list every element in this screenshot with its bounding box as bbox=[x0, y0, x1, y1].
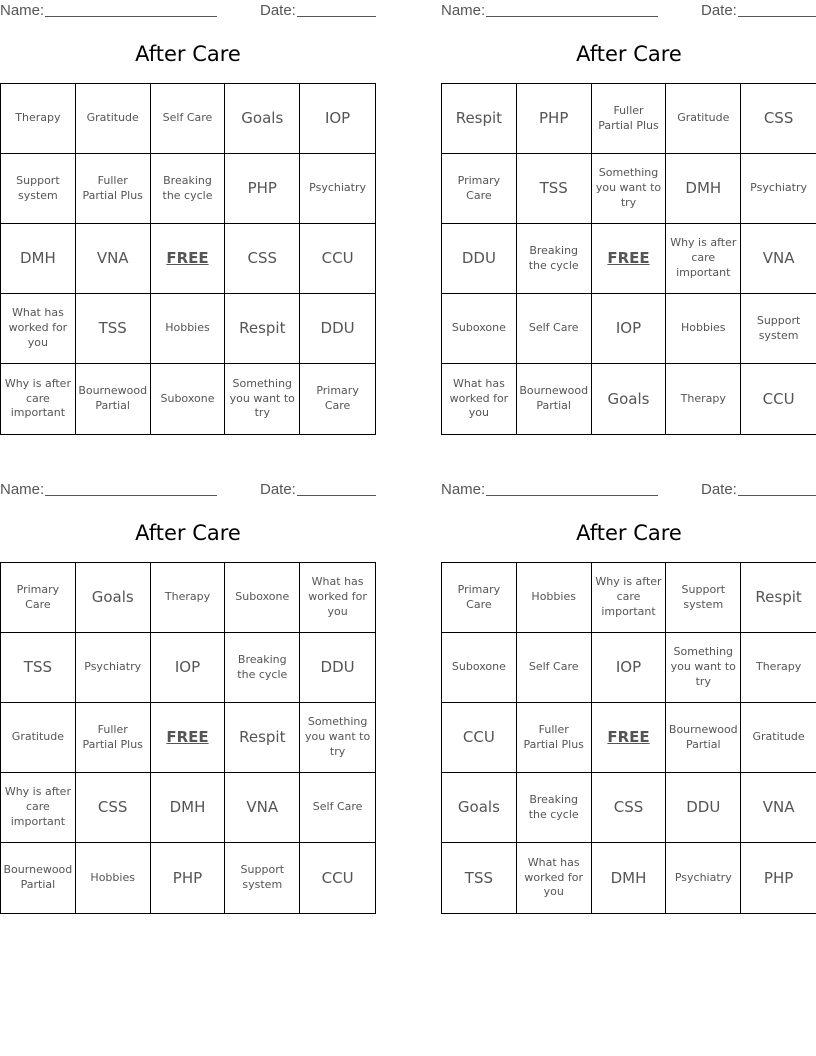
date-label: Date: bbox=[701, 481, 737, 498]
card-title: After Care bbox=[576, 521, 682, 545]
bingo-cell: Gratitude bbox=[666, 84, 741, 154]
card-header bbox=[441, 0, 816, 20]
date-label: Date: bbox=[701, 2, 737, 19]
bingo-cell: IOP bbox=[151, 633, 226, 703]
bingo-cell: Breaking the cycle bbox=[517, 773, 592, 843]
bingo-cell: Psychiatry bbox=[741, 154, 816, 224]
bingo-cell: Bournewood Partial bbox=[517, 364, 592, 434]
name-label: Name: bbox=[0, 481, 45, 498]
bingo-cell: Something you want to try bbox=[592, 154, 667, 224]
date-blank-line bbox=[297, 16, 376, 17]
bingo-cell: Suboxone bbox=[225, 563, 300, 633]
bingo-cell: CSS bbox=[76, 773, 151, 843]
bingo-cell: Therapy bbox=[666, 364, 741, 434]
bingo-cell: Support system bbox=[225, 843, 300, 913]
bingo-cell: Therapy bbox=[151, 563, 226, 633]
bingo-cell: IOP bbox=[592, 633, 667, 703]
bingo-cell: CCU bbox=[762, 389, 795, 408]
bingo-grid bbox=[441, 83, 816, 435]
bingo-cell: Something you want to try bbox=[225, 364, 300, 434]
bingo-cell: DMH bbox=[151, 773, 226, 843]
bingo-cell: VNA bbox=[741, 224, 816, 294]
free-space-cell: FREE bbox=[151, 703, 226, 773]
bingo-cell: TSS bbox=[442, 843, 517, 913]
bingo-cell: Respit bbox=[225, 703, 300, 773]
bingo-cell: Gratitude bbox=[76, 84, 151, 154]
card-header bbox=[0, 0, 376, 20]
bingo-cell: Breaking the cycle bbox=[225, 633, 300, 703]
free-space-cell: FREE bbox=[592, 703, 667, 773]
name-label: Name: bbox=[441, 2, 486, 19]
bingo-cell: Self Care bbox=[151, 84, 226, 154]
bingo-cell: Why is after care important bbox=[592, 563, 667, 633]
bingo-cell: VNA bbox=[76, 224, 151, 294]
name-blank-line bbox=[486, 16, 658, 17]
bingo-cell: What has worked for you bbox=[300, 563, 375, 633]
bingo-cell: PHP bbox=[763, 868, 794, 887]
free-space-cell: FREE bbox=[592, 224, 667, 294]
bingo-cell: PHP bbox=[151, 843, 226, 913]
name-blank-line bbox=[486, 495, 658, 496]
bingo-cell: Self Care bbox=[517, 294, 592, 364]
bingo-cell: What has worked for you bbox=[517, 843, 592, 913]
bingo-cell: CCU bbox=[321, 868, 354, 887]
bingo-cell: DMH bbox=[1, 224, 76, 294]
bingo-cell: PHP bbox=[517, 84, 592, 154]
bingo-cell: Bournewood Partial bbox=[76, 364, 151, 434]
bingo-cell: TSS bbox=[517, 154, 592, 224]
bingo-cell: Something you want to try bbox=[300, 703, 375, 773]
bingo-cell: Psychiatry bbox=[300, 154, 375, 224]
bingo-cell: Why is after care important bbox=[666, 224, 741, 294]
bingo-cell: Respit bbox=[225, 294, 300, 364]
bingo-cell: Respit bbox=[442, 84, 517, 154]
date-blank-line bbox=[738, 495, 816, 496]
bingo-cell: IOP bbox=[592, 294, 667, 364]
bingo-cell: Primary Care bbox=[316, 384, 359, 412]
bingo-grid bbox=[441, 562, 816, 914]
bingo-cell: Why is after care important bbox=[1, 773, 76, 843]
bingo-cell: Why is after care important bbox=[1, 364, 76, 434]
bingo-cell: CSS bbox=[592, 773, 667, 843]
bingo-cell: Gratitude bbox=[1, 703, 76, 773]
bingo-cell: CSS bbox=[741, 84, 816, 154]
bingo-cell: Suboxone bbox=[442, 633, 517, 703]
bingo-grid bbox=[0, 562, 376, 914]
bingo-cell: Psychiatry bbox=[76, 633, 151, 703]
bingo-cell: Support system bbox=[741, 294, 816, 364]
bingo-cell: TSS bbox=[1, 633, 76, 703]
card-title: After Care bbox=[576, 42, 682, 66]
bingo-cell: Primary Care bbox=[442, 154, 517, 224]
date-blank-line bbox=[738, 16, 816, 17]
bingo-cell: DDU bbox=[666, 773, 741, 843]
bingo-cell: Support system bbox=[666, 563, 741, 633]
bingo-cell: Bournewood Partial bbox=[666, 703, 741, 773]
bingo-cell: DDU bbox=[300, 633, 375, 703]
date-blank-line bbox=[297, 495, 376, 496]
bingo-cell: Hobbies bbox=[151, 294, 226, 364]
name-label: Name: bbox=[0, 2, 45, 19]
bingo-cell: Fuller Partial Plus bbox=[592, 84, 667, 154]
card-header bbox=[441, 479, 816, 499]
bingo-cell: Fuller Partial Plus bbox=[76, 703, 151, 773]
date-label: Date: bbox=[260, 481, 296, 498]
bingo-cell: CCU bbox=[300, 224, 375, 294]
bingo-cell: DDU bbox=[442, 224, 517, 294]
bingo-cell: TSS bbox=[76, 294, 151, 364]
bingo-cell: VNA bbox=[741, 773, 816, 843]
bingo-cell: CSS bbox=[225, 224, 300, 294]
bingo-cell: What has worked for you bbox=[1, 294, 76, 364]
bingo-cell: Primary Care bbox=[1, 563, 76, 633]
bingo-cell: Support system bbox=[1, 154, 76, 224]
bingo-cell: DMH bbox=[666, 154, 741, 224]
bingo-cell: Fuller Partial Plus bbox=[517, 703, 592, 773]
bingo-cell: Bournewood Partial bbox=[1, 843, 76, 913]
bingo-cell: IOP bbox=[300, 84, 375, 154]
bingo-cell: VNA bbox=[225, 773, 300, 843]
bingo-cell: What has worked for you bbox=[442, 364, 517, 434]
bingo-cell: Hobbies bbox=[666, 294, 741, 364]
name-blank-line bbox=[45, 16, 217, 17]
bingo-cell: Psychiatry bbox=[666, 843, 741, 913]
bingo-cell: Something you want to try bbox=[666, 633, 741, 703]
free-space-cell: FREE bbox=[151, 224, 226, 294]
card-title: After Care bbox=[135, 521, 241, 545]
bingo-cell: Self Care bbox=[300, 773, 375, 843]
bingo-cell: Primary Care bbox=[442, 563, 517, 633]
bingo-cell: DMH bbox=[592, 843, 667, 913]
bingo-cell: Suboxone bbox=[151, 364, 226, 434]
bingo-cell: Breaking the cycle bbox=[151, 154, 226, 224]
bingo-cell: Self Care bbox=[517, 633, 592, 703]
bingo-cell: Therapy bbox=[1, 84, 76, 154]
bingo-cell: Breaking the cycle bbox=[517, 224, 592, 294]
bingo-cell: Respit bbox=[741, 563, 816, 633]
card-title: After Care bbox=[135, 42, 241, 66]
bingo-cell: Therapy bbox=[741, 633, 816, 703]
bingo-cell: DDU bbox=[300, 294, 375, 364]
bingo-cell: Goals bbox=[442, 773, 517, 843]
bingo-cell: Hobbies bbox=[517, 563, 592, 633]
bingo-cell: PHP bbox=[225, 154, 300, 224]
bingo-cell: CCU bbox=[442, 703, 517, 773]
name-label: Name: bbox=[441, 481, 486, 498]
card-header bbox=[0, 479, 376, 499]
name-blank-line bbox=[45, 495, 217, 496]
bingo-grid bbox=[0, 83, 376, 435]
bingo-cell: Suboxone bbox=[442, 294, 517, 364]
bingo-cell: Goals bbox=[225, 84, 300, 154]
bingo-cell: Gratitude bbox=[741, 703, 816, 773]
bingo-cell: Goals bbox=[76, 563, 151, 633]
date-label: Date: bbox=[260, 2, 296, 19]
bingo-cell: Hobbies bbox=[76, 843, 151, 913]
bingo-cell: Fuller Partial Plus bbox=[76, 154, 151, 224]
bingo-cell: Goals bbox=[592, 364, 667, 434]
